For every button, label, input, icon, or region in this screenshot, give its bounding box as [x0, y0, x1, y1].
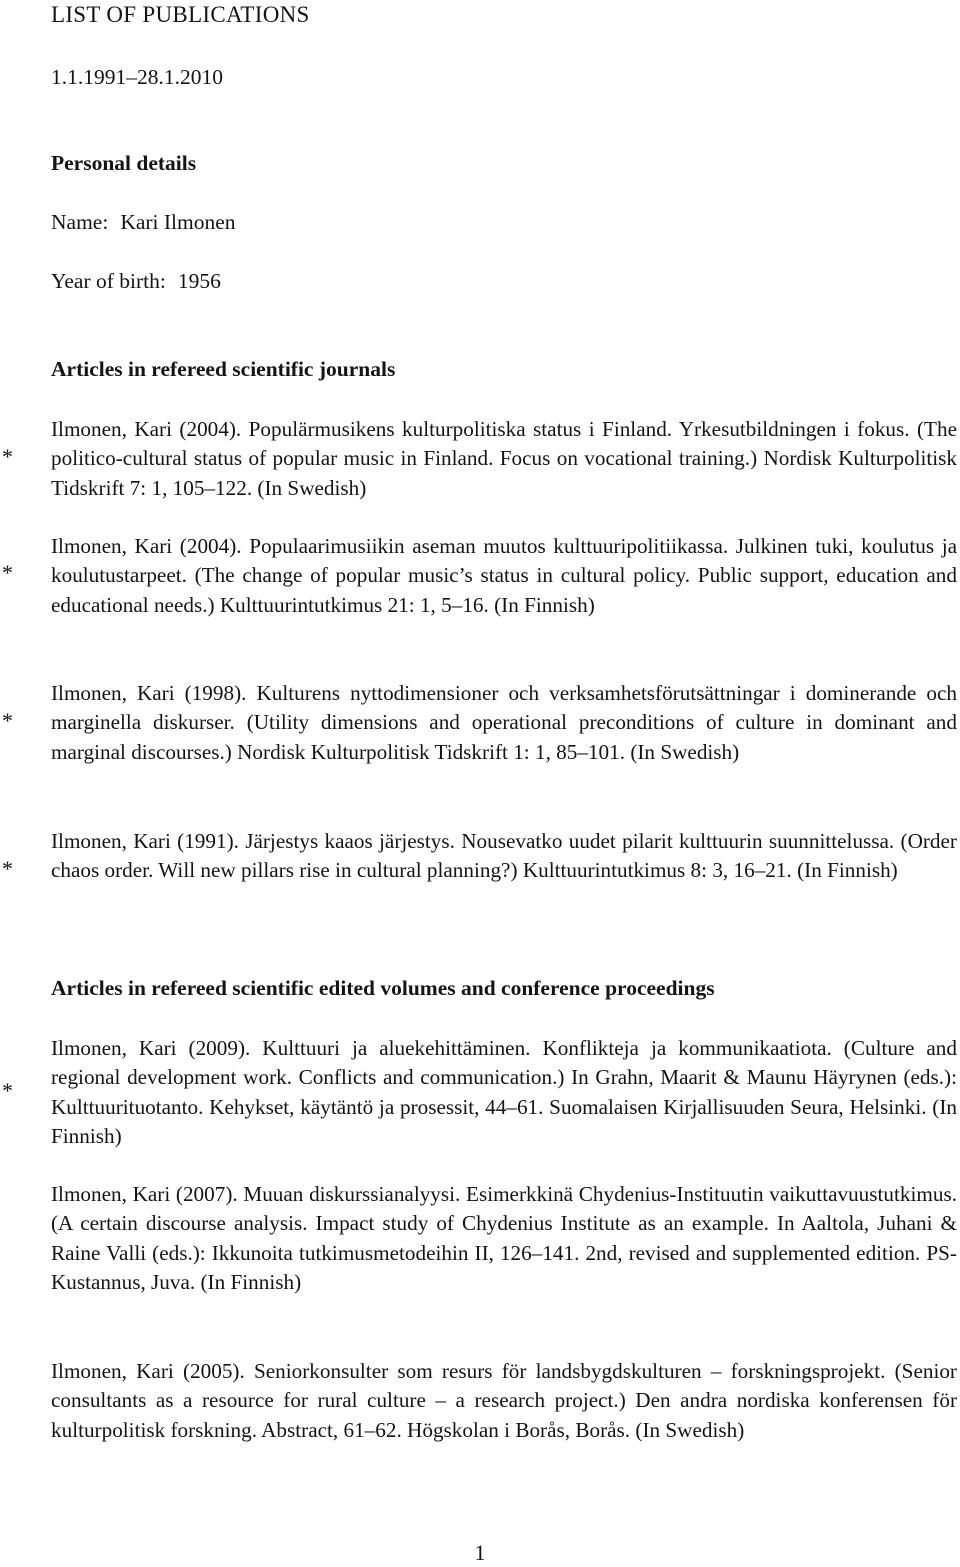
document-title: LIST OF PUBLICATIONS	[51, 2, 310, 27]
volume-entry: Ilmonen, Kari (2007). Muuan diskurssianalyysi. Esimerkkinä Chydenius-Instituutin vaikuttavuustutkimus. (A certain discourse analysis. Impact study of Chydenius Institute as an example. In Aaltola, Juhani & Raine Valli (eds.): Ikkunoita tutkimusmetodeihin II, 126–141. 2nd, revised and supplemented edition. PS-Kustannus, Juva. (In Finnish)	[51, 1182, 957, 1295]
journal-entry: Ilmonen, Kari (2004). Populaarimusiikin aseman muutos kulttuuripolitiikassa. Julkinen tuki, koulutus ja koulutustarpeet. (The change of popular music’s status in cultural policy. Public support, education and educational needs.) Kulttuurintutkimus 21: 1, 5–16. (In Finnish)	[51, 534, 957, 617]
volume-entry: Ilmonen, Kari (2005). Seniorkonsulter som resurs för landsbygdskulturen – forskningsprojekt. (Senior consultants as a resource for rural culture – a research project.) Den andra nordiska konferensen för kulturpolitisk forskning. Abstract, 61–62. Högskolan i Borås, Borås. (In Swedish)	[51, 1359, 957, 1442]
volumes-heading: Articles in refereed scientific edited volumes and conference proceedings	[51, 976, 715, 1000]
publication-period: 1.1.1991–28.1.2010	[51, 65, 223, 89]
refereed-marker: *	[2, 444, 13, 469]
name-row	[51, 207, 236, 237]
refereed-marker: *	[2, 1078, 13, 1103]
birth-year-value: 1956	[177, 269, 221, 293]
journals-heading: Articles in refereed scientific journals	[51, 357, 396, 381]
name-value: Kari Ilmonen	[120, 210, 236, 234]
personal-details-heading: Personal details	[51, 151, 197, 175]
refereed-marker: *	[2, 560, 13, 585]
refereed-marker: *	[2, 856, 13, 881]
birth-year-label: Year of birth:	[51, 269, 166, 293]
journal-entry: Ilmonen, Kari (1991). Järjestys kaaos järjestys. Nousevatko uudet pilarit kulttuurin suunnittelussa. (Order chaos order. Will new pillars rise in cultural planning?) Kulttuurintutkimus 8: 3, 16–21. (In Finnish)	[51, 829, 957, 883]
journal-entry: Ilmonen, Kari (2004). Populärmusikens kulturpolitiska status i Finland. Yrkesutbildningen i fokus. (The politico-cultural status of popular music in Finland. Focus on vocational training.) Nordisk Kulturpolitisk Tidskrift 7: 1, 105–122. (In Swedish)	[51, 417, 957, 500]
birth-year-row	[51, 266, 221, 296]
volume-entry: Ilmonen, Kari (2009). Kulttuuri ja aluekehittäminen. Konflikteja ja kommunikaatiota. (Culture and regional development work. Conflicts and communication.) In Grahn, Maarit & Maunu Häyrynen (eds.): Kulttuurituotanto. Kehykset, käytäntö ja prosessit, 44–61. Suomalaisen Kirjallisuuden Seura, Helsinki. (In Finnish)	[51, 1036, 957, 1149]
journal-entry: Ilmonen, Kari (1998). Kulturens nyttodimensioner och verksamhetsförutsättningar i dominerande och marginella diskurser. (Utility dimensions and operational preconditions of culture in dominant and marginal discourses.) Nordisk Kulturpolitisk Tidskrift 1: 1, 85–101. (In Swedish)	[51, 681, 957, 764]
name-label: Name:	[51, 210, 109, 234]
page-number: 1	[474, 1540, 486, 1565]
refereed-marker: *	[2, 708, 13, 733]
